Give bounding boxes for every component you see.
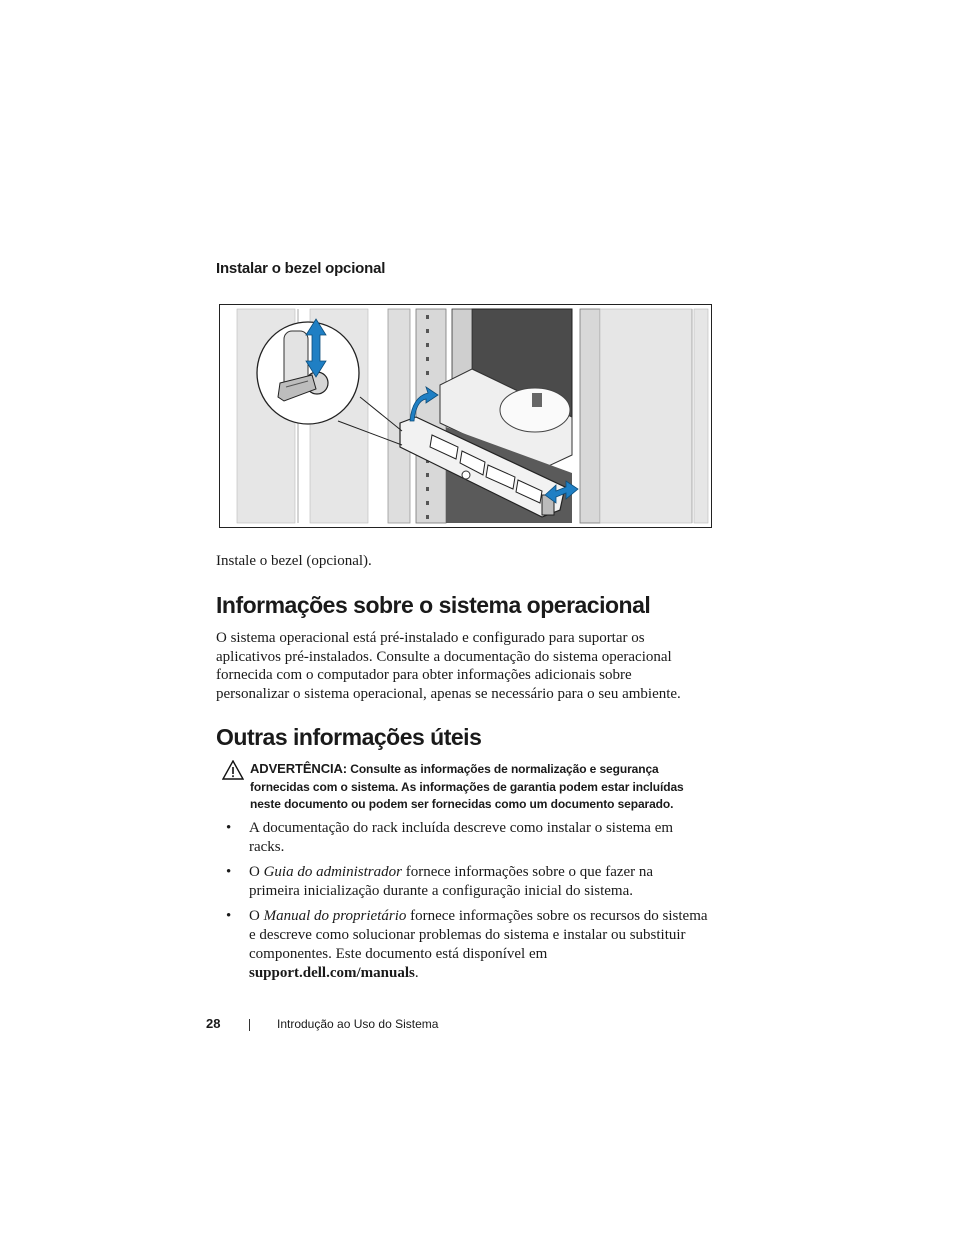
admin-guide-title: Guia do administrador — [263, 864, 402, 880]
warning-text — [250, 760, 712, 814]
os-info-line-3: fornecida com o computador para obter informações adicionais sobre — [216, 667, 632, 683]
bullet-3-line-2: e descreve como solucionar problemas do sistema e instalar ou substituir — [249, 927, 686, 943]
os-info-paragraph — [216, 629, 716, 703]
bullet-icon: • — [226, 864, 232, 880]
bullet-3-period: . — [414, 965, 419, 981]
bezel-illustration — [220, 305, 711, 527]
bullet-2-line-2: primeira inicialização durante a configuração inicial do sistema. — [249, 883, 633, 899]
bullet-2-prefix: O — [249, 864, 264, 880]
page-number: 28 — [206, 1016, 221, 1031]
owners-manual-title: Manual do proprietário — [263, 908, 407, 924]
os-info-line-2: aplicativos pré-instalados. Consulte a documentação do sistema operacional — [216, 648, 672, 665]
warning-line-2: fornecidas com o sistema. As informações de garantia podem estar incluídas — [250, 779, 684, 794]
footer-title: Introdução ao Uso do Sistema — [277, 1017, 439, 1031]
os-info-line-1: O sistema operacional está pré-instalado e configurado para suportar os — [216, 630, 645, 646]
bullet-icon: • — [226, 820, 232, 836]
bullet-3-prefix: O — [249, 908, 264, 924]
bullet-1-line-1: A documentação do rack incluída descreve como instalar o sistema em — [249, 820, 674, 836]
bullet-icon: • — [226, 908, 232, 924]
bullet-1-line-2: racks. — [249, 839, 285, 855]
info-bullet-list — [216, 819, 716, 989]
warning-line-1: Consulte as informações de normalização e segurança — [350, 762, 659, 776]
warning-triangle-icon — [222, 760, 244, 780]
warning-label: ADVERTÊNCIA: — [250, 761, 348, 776]
figure-caption: Instale o bezel (opcional). — [216, 553, 372, 569]
list-item — [216, 819, 716, 857]
bullet-2-text: fornece informações sobre o que fazer na — [401, 864, 654, 880]
subheading-install-bezel: Instalar o bezel opcional — [216, 260, 386, 277]
os-info-line-4: personalizar o sistema operacional, apenas se necessário para o seu ambiente. — [216, 685, 681, 702]
heading-os-info: Informações sobre o sistema operacional — [216, 592, 651, 618]
warning-line-3: neste documento ou podem ser fornecidas como um documento separado. — [250, 797, 674, 811]
heading-other-info: Outras informações úteis — [216, 724, 482, 750]
list-item — [216, 907, 716, 983]
list-item — [216, 863, 716, 901]
bullet-3-line-3: componentes. Este documento está disponível em — [249, 946, 548, 962]
bullet-3-text: fornece informações sobre os recursos do sistema — [406, 908, 708, 924]
footer-divider — [249, 1019, 250, 1031]
support-manuals-link[interactable]: support.dell.com/manuals — [249, 965, 415, 981]
bezel-install-figure — [219, 304, 712, 528]
